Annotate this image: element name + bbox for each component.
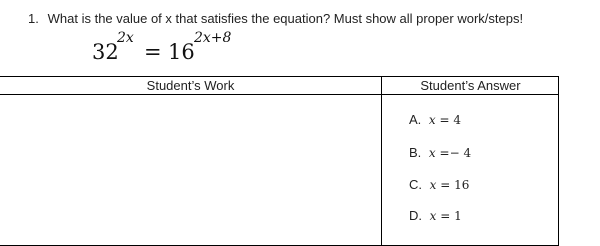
header-students-work: Student’s Work bbox=[146, 78, 235, 93]
question-prompt bbox=[28, 11, 523, 26]
choice-expression bbox=[430, 178, 470, 192]
choice-value: 16 bbox=[454, 178, 470, 192]
choice-letter: D. bbox=[409, 208, 422, 223]
header-students-answer: Student’s Answer bbox=[420, 78, 521, 93]
equation-equals-sign: = bbox=[144, 40, 162, 64]
choice-variable: x bbox=[429, 178, 437, 192]
column-divider bbox=[381, 77, 382, 245]
choice-variable: x bbox=[429, 209, 437, 223]
question-text: What is the value of x that satisfies the equation? Must show all proper work/steps! bbox=[47, 11, 524, 26]
answer-choice-d[interactable] bbox=[409, 208, 462, 223]
choice-variable: x bbox=[428, 146, 436, 160]
choice-expression bbox=[429, 113, 461, 127]
table-header-row bbox=[0, 77, 558, 95]
choice-relation: = bbox=[440, 178, 451, 192]
equation-left-base: 32 bbox=[92, 40, 119, 64]
choice-relation: = bbox=[439, 113, 450, 127]
answer-choice-b[interactable] bbox=[409, 145, 471, 160]
choice-variable: x bbox=[428, 113, 436, 127]
choice-expression bbox=[429, 146, 471, 160]
answer-choice-c[interactable] bbox=[409, 177, 469, 192]
question-number: 1. bbox=[28, 11, 39, 26]
equation-right-base: 16 bbox=[168, 40, 195, 64]
choice-value: 4 bbox=[463, 146, 472, 160]
choice-value: 1 bbox=[454, 209, 462, 223]
student-work-table bbox=[0, 76, 559, 246]
student-work-area[interactable] bbox=[0, 95, 381, 245]
choice-relation: = bbox=[440, 209, 451, 223]
choice-expression bbox=[430, 209, 462, 223]
choice-value: 4 bbox=[453, 113, 462, 127]
answer-choice-a[interactable] bbox=[409, 112, 461, 127]
choice-letter: A. bbox=[409, 112, 422, 127]
choice-letter: C. bbox=[409, 177, 422, 192]
choice-relation: =− bbox=[439, 146, 460, 160]
choice-letter: B. bbox=[409, 145, 422, 160]
equation-left-exponent: 2x bbox=[117, 30, 134, 46]
equation-right-exponent: 2x+8 bbox=[194, 30, 232, 46]
